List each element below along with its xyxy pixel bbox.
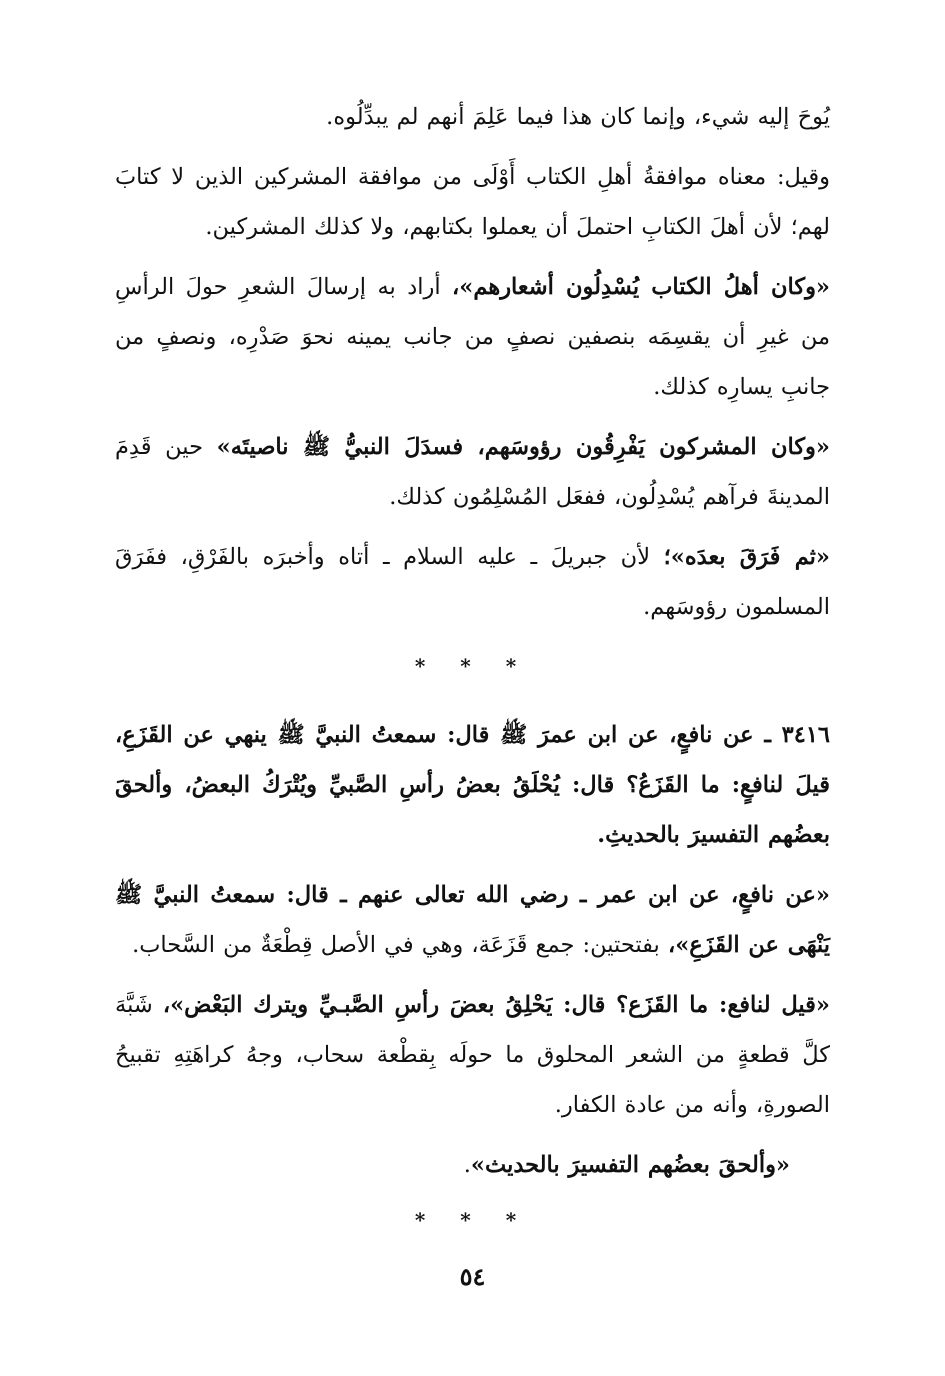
hadith-text: ٣٤١٦ ـ عن نافعٍ، عن ابن عمرَ ﷺ قال: سمعتُ النبيَّ ﷺ ينهي عن القَزَعِ، قيلَ لنافعٍ: ما القَزَعُ؟ قال: يُحْلَقُ بعضُ رأسِ الصَّبيِّ ويُتْرَكُ البعضُ، وألحقَ بعضُهم التفسيرَ بالحديثِ.: [115, 722, 830, 848]
commentary-text: حين قَدِمَ المدينةَ فرآهم يُسْدِلُون، ففعَل المُسْلِمُون كذلك.: [115, 434, 830, 510]
section-separator: * * *: [414, 654, 531, 678]
quoted-text: «قيل لنافع: ما القَزَع؟ قال: يَحْلِقُ بعضَ رأسِ الصَّبـيِّ ويترك البَعْض»،: [162, 992, 830, 1018]
quoted-text: «ثم فَرَقَ بعدَه»؛: [663, 544, 830, 570]
commentary-text: شَبَّهَ كلَّ قطعةٍ من الشعر المحلوق ما حولَه بِقطْعة سحاب، وجهُ كراهَتِهِ تقبيحُ الصورةِ، وأنه من عادة الكفار.: [115, 992, 830, 1118]
paragraph-tafsir: [115, 1140, 830, 1190]
commentary-text: لأن جبريلَ ـ عليه السلام ـ أتاه وأخبرَه بالفَرْقِ، ففَرَقَ المسلمون رؤوسَهم.: [115, 544, 830, 620]
quoted-text: «عن نافعٍ، عن ابن عمر ـ رضي الله تعالى عنهم ـ قال: سمعتُ النبيَّ ﷺ يَنْهَى عن القَزَعِ»،: [115, 882, 830, 958]
paragraph-opinion: وقيل: معناه موافقةُ أهلِ الكتاب أَوْلَى من موافقة المشركين الذين لا كتابَ لهم؛ لأن أهلَ الكتابِ احتملَ أن يعملوا بكتابهم، ولا كذلك المشركين.: [115, 164, 830, 240]
paragraph-qaza-explanation: [115, 980, 830, 1130]
paragraph-qaza-definition: [115, 870, 830, 970]
commentary-text: أراد به إرسالَ الشعرِ حولَ الرأسِ من غيرِ أن يقسِمَه بنصفين نصفٍ من جانب يمينه نحوَ صَدْرِه، ونصفٍ من جانبِ يسارِه كذلك.: [115, 274, 830, 400]
page-body: [115, 92, 830, 1254]
quoted-text: «وكان أهلُ الكتاب يُسْدِلُون أشعارهم»،: [452, 274, 830, 300]
quoted-text: «وكان المشركون يَفْرِقُون رؤوسَهم، فسدَلَ النبيُّ ﷺ ناصيتَه»: [216, 434, 830, 460]
paragraph-farq: [115, 422, 830, 522]
commentary-text: .: [463, 1152, 471, 1178]
commentary-text: بفتحتين: جمع قَزَعَة، وهي في الأصل قِطْعَةٌ من السَّحاب.: [132, 932, 668, 958]
paragraph-jibril: [115, 532, 830, 632]
paragraph-sadl: [115, 262, 830, 412]
page-number: ٥٤: [459, 1262, 486, 1291]
paragraph-continuation: يُوحَ إليه شيء، وإنما كان هذا فيما عَلِمَ أنهم لم يبدِّلُوه.: [326, 104, 830, 130]
quoted-text: «وألحقَ بعضُهم التفسيرَ بالحديث»: [470, 1152, 790, 1178]
section-separator: * * *: [414, 1208, 531, 1232]
